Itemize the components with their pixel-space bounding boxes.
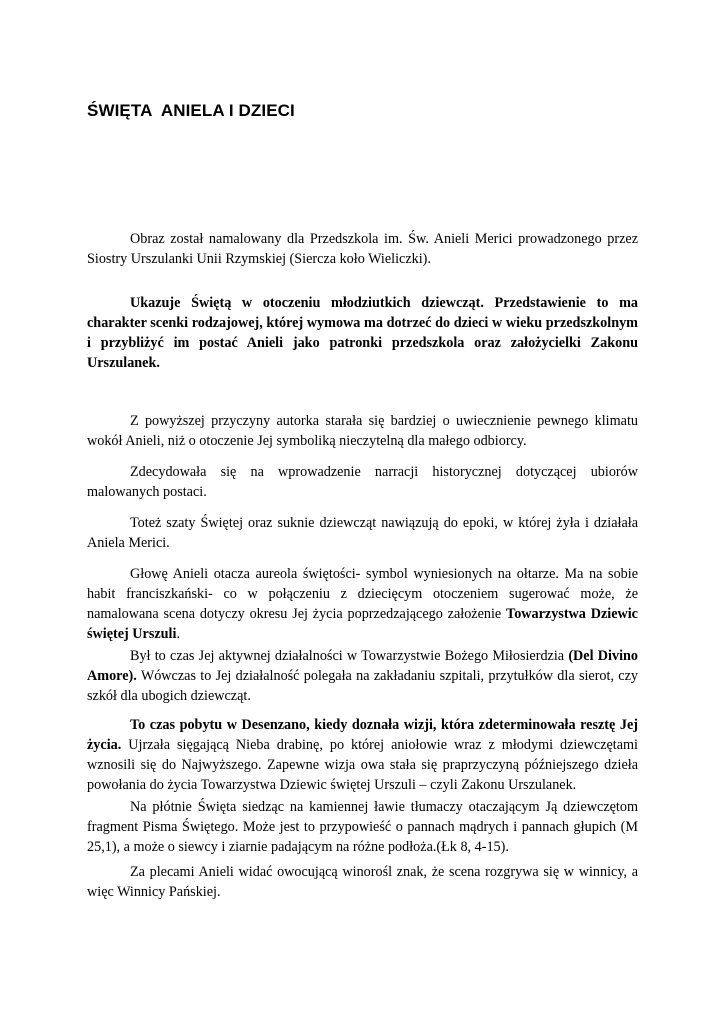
paragraph-vision-text: Ujrzała sięgającą Nieba drabinę, po której aniołowie wraz z młodymi dziewczętami wznosili się do Najwyższego. Zapewne wizja owa stała się praprzyczyną późniejszego dzieła powołania do życia Towarzystwa Dziewic świętej Urszuli – czyli Zakonu Urszulanek. xyxy=(87,737,638,793)
paragraph-garments: Toteż szaty Świętej oraz suknie dziewcząt nawiązują do epoki, w której żyła i działała Aniela Merici. xyxy=(87,515,638,551)
paragraph-halo xyxy=(87,564,638,644)
paragraph-canvas: Na płótnie Święta siedząc na kamiennej ławie tłumaczy otaczającym Ją dziewczętom fragment Pisma Świętego. Może jest to przypowieść o pannach mądrych i pannach głupich (M 25,1), a może o siewcy i ziarnie padającym na różne podłoża.(Łk 8, 4-15). xyxy=(87,799,638,855)
paragraph-halo-text: Głowę Anieli otacza aureola świętości- symbol wyniesionych na ołtarze. Ma na sobie habit franciszkański- co w połączeniu z dziecięcym otoczeniem sugerować może, że namalowana scena dotyczy okresu Jej życia poprzedzającego założenie xyxy=(87,566,638,622)
vision-statement: To czas pobytu w Desenzano, kiedy doznała wizji, która zdeterminowała resztę Jej życia. xyxy=(87,717,638,753)
paragraph-depiction: Ukazuje Świętą w otoczeniu młodziutkich dziewcząt. Przedstawienie to ma charakter scenki rodzajowej, której wymowa ma dotrzeć do dzieci w wieku przedszkolnym i przybliżyć im postać Anieli jako patronki przedszkola oraz założycielki Zakonu Urszulanek. xyxy=(87,295,638,371)
divino-amore: (Del Divino Amore). xyxy=(87,648,638,684)
society-name: Towarzystwa Dziewic świętej Urszuli xyxy=(87,606,638,642)
paragraph-narrative: Zdecydowała się na wprowadzenie narracji historycznej dotyczącej ubiorów malowanych postaci. xyxy=(87,464,638,500)
paragraph-halo-end: . xyxy=(176,626,180,642)
paragraph-activity-text: Był to czas Jej aktywnej działalności w Towarzystwie Bożego Miłosierdzia xyxy=(130,648,569,664)
paragraph-origin: Obraz został namalowany dla Przedszkola im. Św. Anieli Merici prowadzonego przez Siostry Urszulanki Unii Rzymskiej (Siercza koło Wieliczki). xyxy=(87,231,638,267)
paragraph-vision xyxy=(87,715,638,795)
paragraph-climate: Z powyższej przyczyny autorka starała się bardziej o uwiecznienie pewnego klimatu wokół Anieli, niż o otoczenie Jej symboliką nieczytelną dla małego odbiorcy. xyxy=(87,413,638,449)
page-title: ŚWIĘTA ANIELA I DZIECI xyxy=(87,101,295,120)
paragraph-vineyard: Za plecami Anieli widać owocującą winorośl znak, że scena rozgrywa się w winnicy, a więc Winnicy Pańskiej. xyxy=(87,864,638,900)
paragraph-activity-end: Wówczas to Jej działalność polegała na zakładaniu szpitali, przytułków dla sierot, czy szkół dla ubogich dziewcząt. xyxy=(87,668,638,704)
paragraph-activity xyxy=(87,646,638,706)
